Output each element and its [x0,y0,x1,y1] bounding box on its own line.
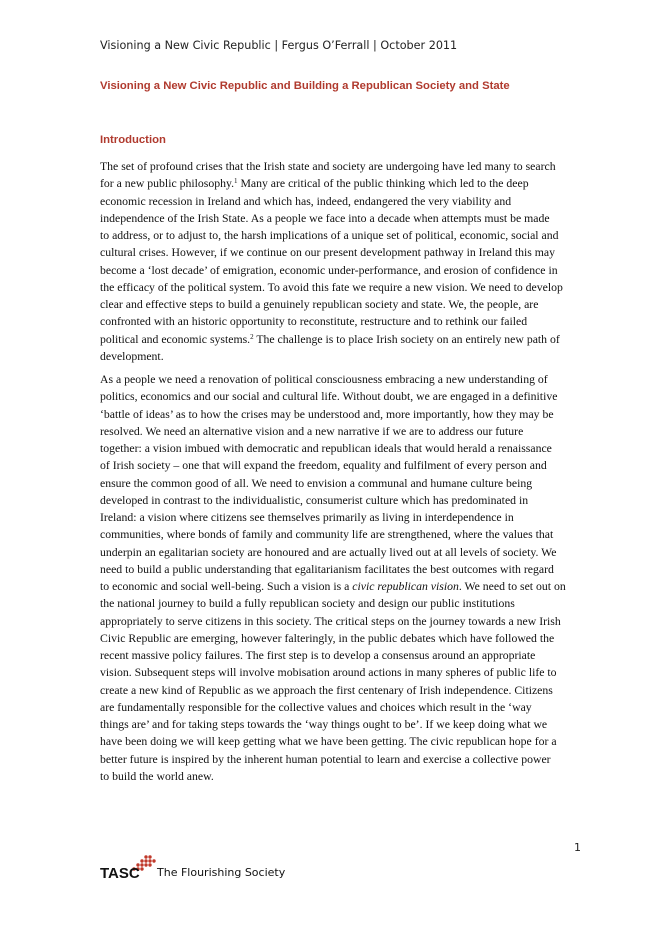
text-line: clear and effective steps to build a genuinely republican society and state. We, the people, are [100,298,539,311]
text-line: become a ‘lost decade’ of emigration, economic under-performance, and erosion of confidence in [100,263,558,277]
text-line: ‘battle of ideas’ as to how the crises may be understood and, more importantly, how they may be [100,407,554,421]
tasc-logo [100,854,160,882]
text-line: create a new kind of Republic as we approach the first centenary of Irish independence. Citizens [100,683,553,697]
text-line-segment: Many are critical of the public thinking which led to the deep [237,177,529,191]
text-line: Civic Republic are emerging, however falteringly, in the public debates which have followed the [100,631,555,645]
text-line-segment: to economic and social well-being. Such a vision is a [100,580,353,593]
text-line-segment: political and economic systems. [100,332,251,346]
text-line: development. [100,349,164,363]
paragraph-1 [100,158,585,365]
text-line: developed in contrast to the individualistic, consumerist culture which has predominated in [100,493,529,507]
running-header: Visioning a New Civic Republic | Fergus O’Ferrall | October 2011 [100,39,458,52]
text-line: things are’ and for taking steps towards the ‘way things ought to be’. If we keep doing what we [100,718,548,731]
text-line: need to build a public understanding that egalitarianism facilitates the best outcomes with regard [100,562,554,576]
text-line: politics, economics and our social and cultural life. Without doubt, we are engaged in a definitive [100,390,558,404]
text-line: are fundamentally responsible for the collective values and choices which result in the ‘way [100,700,532,714]
text-line: confronted with an historic opportunity to reconstitute, restructure and to rethink our failed [100,315,528,329]
text-line-segment: . We need to set out on [458,580,566,593]
text-line [100,578,585,595]
footnote-ref-2[interactable]: 2 [250,332,254,341]
logo-wordmark: TASC [100,865,140,882]
text-line: communities, where bonds of family and community life are strengthened, where the values that [100,528,554,542]
footer-tagline: The Flourishing Society [157,866,286,879]
text-line [100,331,585,348]
body-text [100,158,585,785]
text-line: vision. Subsequent steps will involve mobisation around actions in many spheres of public life to [100,666,557,680]
footnote-ref-1[interactable]: 1 [234,177,238,186]
emphasis-civic-republican-vision: civic republican vision [352,580,459,593]
text-line: cultural crises. However, if we continue on our present development pathway in Ireland this may [100,246,556,260]
section-heading: Introduction [100,134,166,146]
text-line-segment: The challenge is to place Irish society on an entirely new path of [253,332,560,346]
text-line: to build the world anew. [100,769,214,783]
text-line: appropriately to serve citizens in this society. The critical steps on the journey towards a new Irish [100,614,561,628]
text-line: resolved. We need an alternative vision and a new narrative if we are to address our future [100,424,524,438]
text-line: The set of profound crises that the Irish state and society are undergoing have led many to search [100,160,556,173]
page-number: 1 [574,841,581,854]
paragraph-2 [100,371,585,785]
text-line: together: a vision imbued with democratic and republican ideals that would herald a renaissance [100,442,552,455]
text-line: to address, or to adjust to, the harsh implications of a unique set of political, economic, social and [100,229,559,242]
text-line [100,175,585,192]
text-line: of Irish society – one that will expand the freedom, equality and fulfilment of every person and [100,459,547,473]
text-line: Ireland: a vision where citizens see themselves primarily as living in interdependence in [100,511,514,524]
document-title: Visioning a New Civic Republic and Building a Republican Society and State [100,80,510,92]
text-line: recent massive policy failures. The first step is to develop a consensus around an appropriate [100,649,536,662]
text-line: have been doing we will keep getting what we have been getting. The civic republican hope for a [100,735,557,749]
text-line: economic recession in Ireland and which has, indeed, endangered the very viability and [100,194,512,208]
text-line-segment: for a new public philosophy. [100,177,235,191]
text-line: ensure the common good of all. We need to envision a communal and humane culture being [100,476,533,490]
text-line: independence of the Irish State. As a people we face into a decade when attempts must be made [100,211,550,225]
text-line: the efficacy of the political system. To avoid this fate we require a new vision. We need to develop [100,280,563,294]
text-line: better future is inspired by the inherent human potential to learn and exercise a collective power [100,752,551,766]
text-line: the national journey to build a fully republican society and design our public institutions [100,597,515,611]
text-line: As a people we need a renovation of political consciousness embracing a new understanding of [100,373,548,386]
text-line: underpin an egalitarian society are honoured and are actually lived out at all levels of society. We [100,545,557,559]
